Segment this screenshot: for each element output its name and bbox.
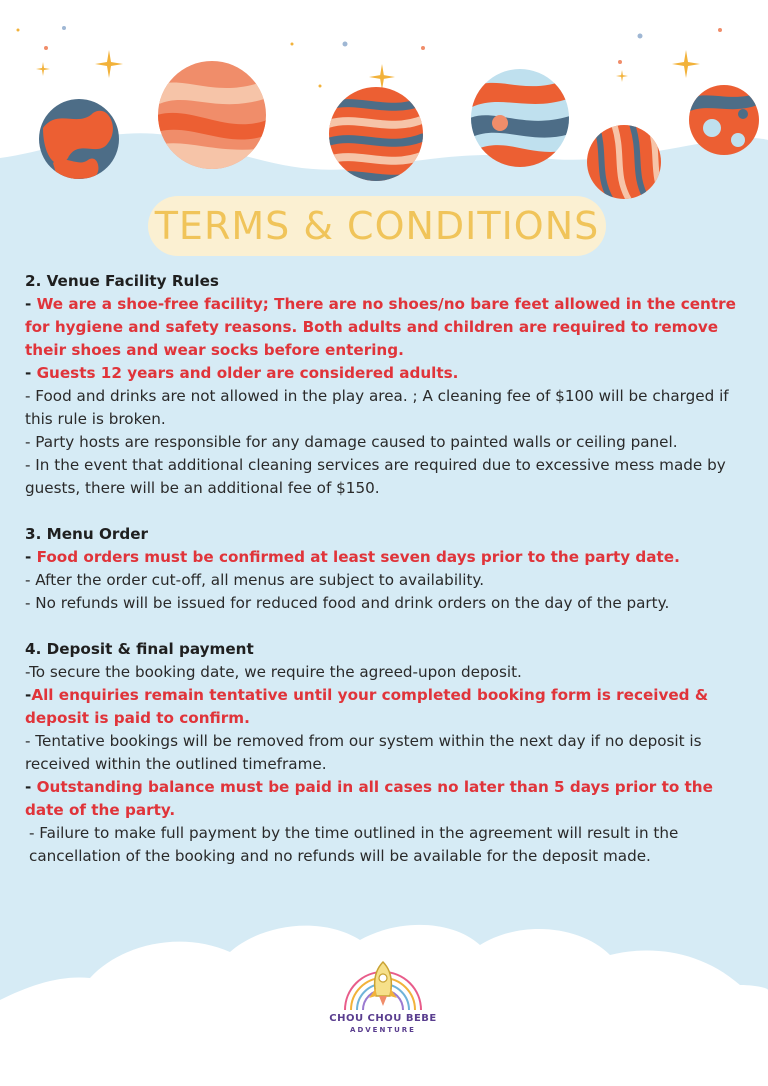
rocket-icon (333, 958, 433, 1013)
planet-icon (328, 86, 424, 182)
star-icon (616, 70, 628, 82)
section-venue-rules (25, 270, 743, 500)
rule-item: - After the order cut-off, all menus are subject to availability. (25, 571, 485, 589)
rule-item: -To secure the booking date, we require the agreed-upon deposit. (25, 663, 522, 681)
section-deposit-payment (25, 638, 743, 868)
brand-subtitle: ADVENTURE (350, 1026, 416, 1034)
rule-item: - No refunds will be issued for reduced food and drink orders on the day of the party. (25, 594, 670, 612)
planet-icon (688, 84, 760, 156)
title-banner (148, 196, 606, 256)
page-title: TERMS & CONDITIONS (154, 204, 600, 248)
planet-icon (38, 98, 120, 180)
brand-logo (318, 958, 448, 1048)
star-icon (95, 50, 123, 78)
section-heading: 2. Venue Facility Rules (25, 272, 219, 290)
rule-item: - In the event that additional cleaning services are required due to excessive mess made by guests, there will be an additional fee of $150. (25, 456, 726, 497)
rule-item: - Food orders must be confirmed at least seven days prior to the party date. (25, 548, 680, 566)
section-heading: 3. Menu Order (25, 525, 149, 543)
planet-icon (470, 68, 570, 168)
rule-item: - We are a shoe-free facility; There are no shoes/no bare feet allowed in the centre for hygiene and safety reasons. Both adults and children are required to remove their shoes and wear socks before entering. (25, 295, 736, 359)
rule-item: - Guests 12 years and older are considered adults. (25, 364, 459, 382)
section-heading: 4. Deposit & final payment (25, 640, 254, 658)
planet-icon (157, 60, 267, 170)
terms-content (25, 270, 743, 891)
rule-item: - Food and drinks are not allowed in the play area. ; A cleaning fee of $100 will be charged if this rule is broken. (25, 387, 729, 428)
rule-item: - Party hosts are responsible for any damage caused to painted walls or ceiling panel. (25, 433, 678, 451)
brand-name: CHOU CHOU BEBE (329, 1013, 437, 1024)
rule-item: - Outstanding balance must be paid in all cases no later than 5 days prior to the date of the party. (25, 778, 713, 819)
star-icon (672, 50, 700, 78)
planet-icon (586, 124, 662, 200)
rule-item: -All enquiries remain tentative until your completed booking form is received & deposit is paid to confirm. (25, 686, 709, 727)
rule-item: - Tentative bookings will be removed from our system within the next day if no deposit is received within the outlined timeframe. (25, 732, 702, 773)
rule-item: - Failure to make full payment by the time outlined in the agreement will result in the cancellation of the booking and no refunds will be available for the deposit made. (29, 824, 679, 865)
section-menu-order (25, 523, 743, 615)
star-icon (36, 62, 50, 76)
